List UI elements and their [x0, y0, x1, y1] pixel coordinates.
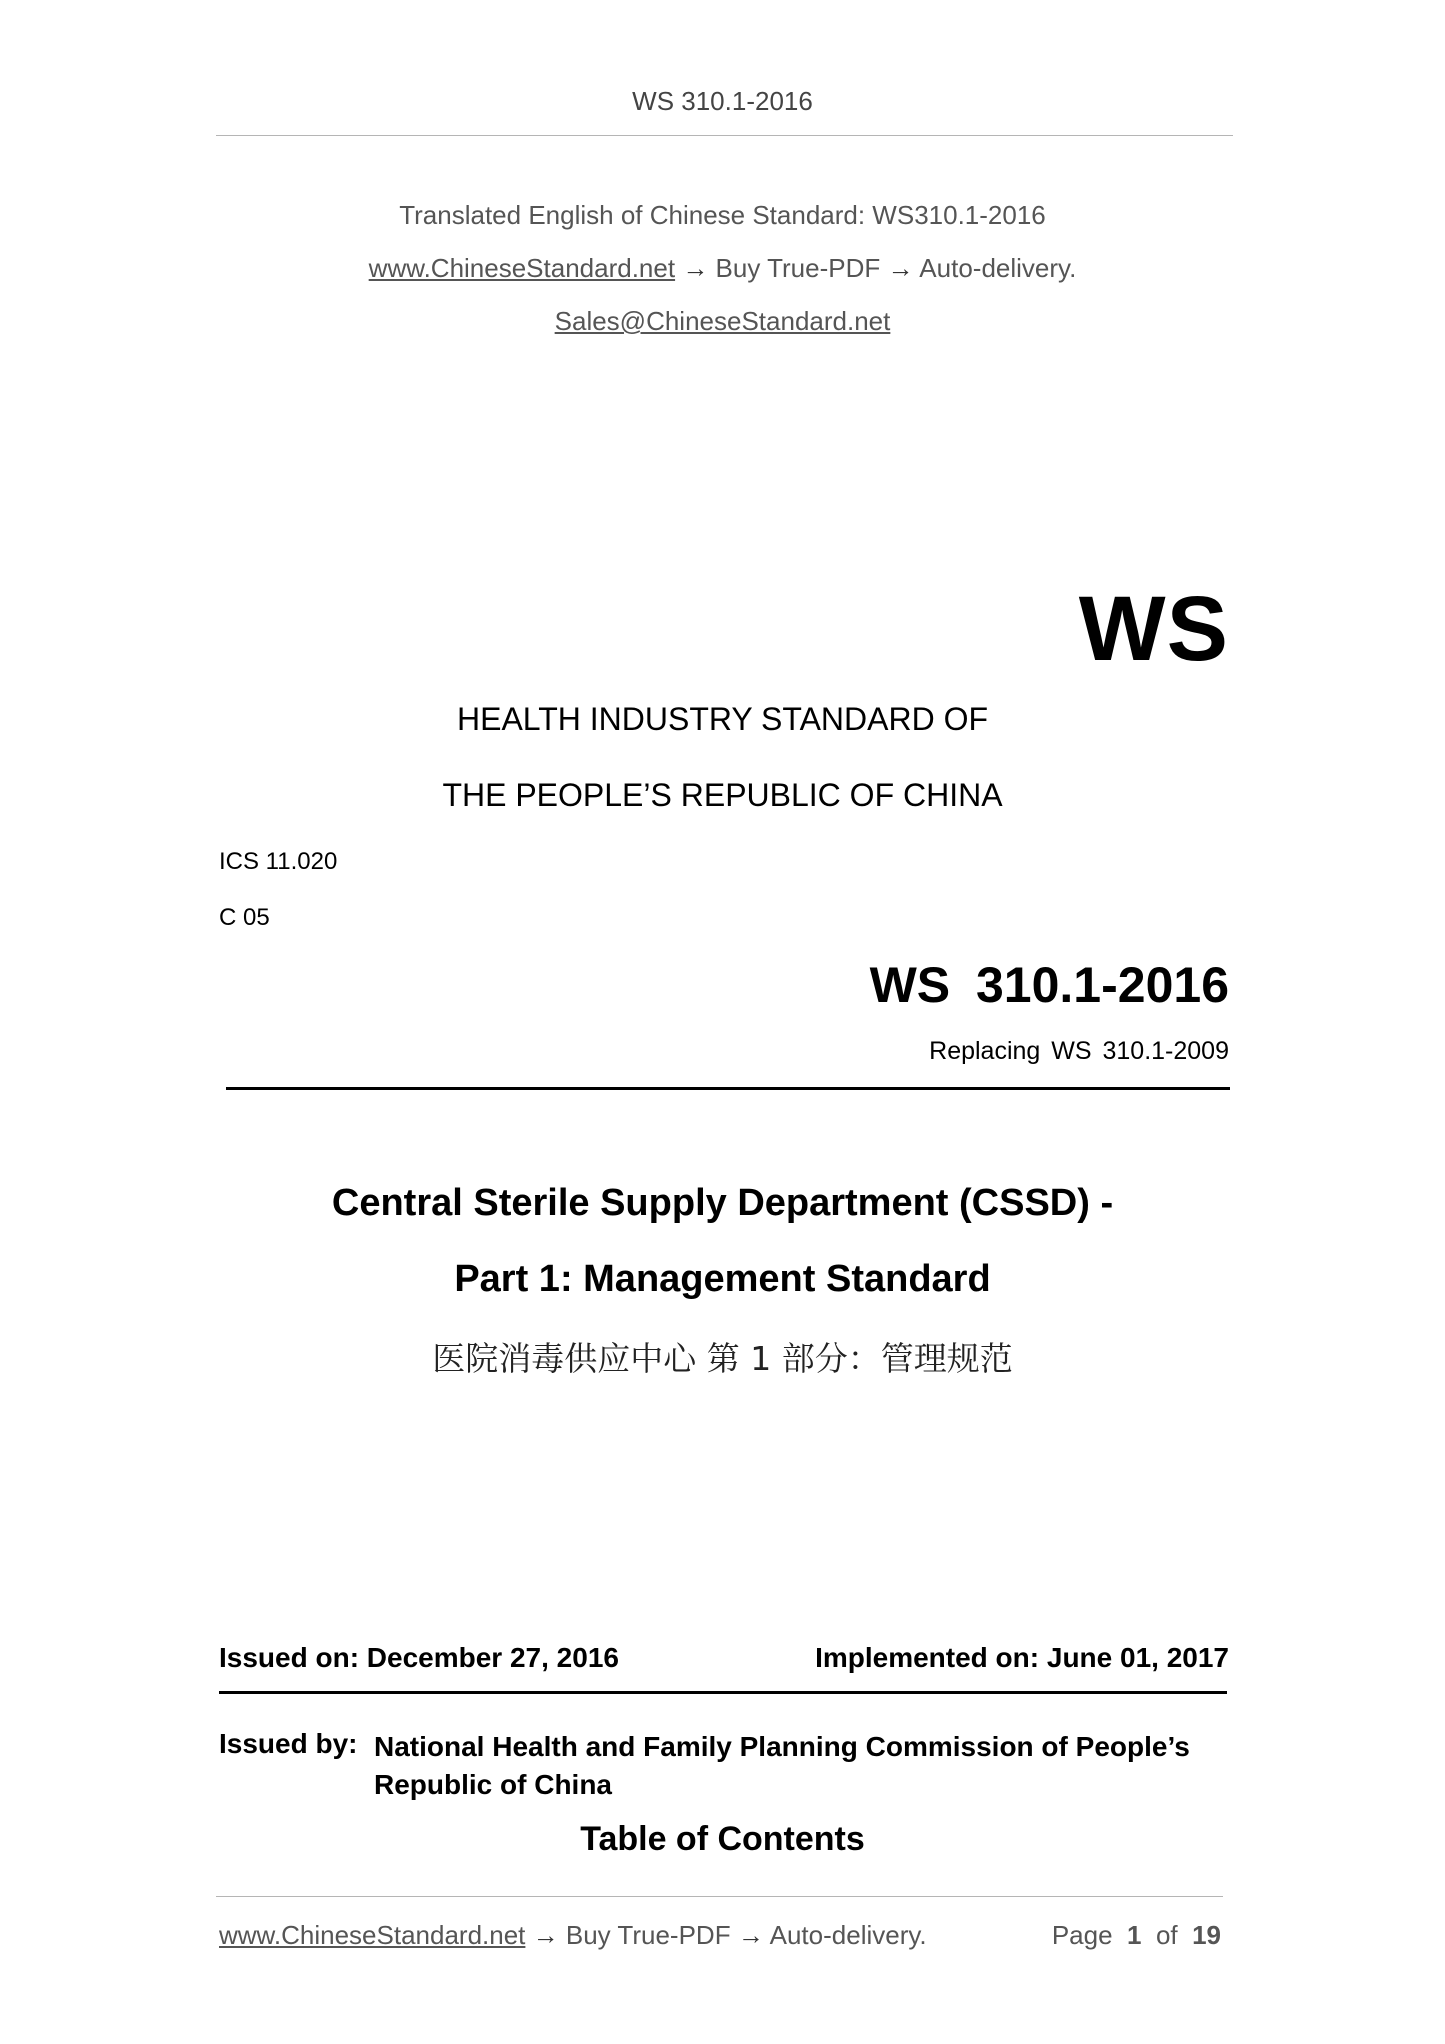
standard-type-line-2: THE PEOPLE’S REPUBLIC OF CHINA: [442, 777, 1003, 813]
email-link[interactable]: Sales@ChineseStandard.net: [554, 306, 891, 336]
arrow-right-icon: →: [532, 1920, 559, 1950]
footer-site-link[interactable]: www.ChineseStandard.net: [219, 1920, 526, 1950]
footer-buy-label: Buy True-PDF: [565, 1920, 731, 1950]
standard-number: WS 310.1-2016: [869, 957, 1229, 1013]
document-title-line-1: Central Sterile Supply Department (CSSD) -: [331, 1182, 1114, 1224]
table-of-contents-heading: Table of Contents: [580, 1820, 865, 1858]
cover-divider-bottom: [219, 1691, 1227, 1694]
ics-code: ICS 11.020: [219, 848, 338, 875]
arrow-right-icon: →: [682, 253, 709, 283]
footer-promo: [219, 1920, 927, 1951]
document-title-line-2: Part 1: Management Standard: [454, 1258, 991, 1300]
buy-true-pdf-label: Buy True-PDF: [715, 253, 881, 283]
promo-translation-note: Translated English of Chinese Standard: WS310.1-2016: [399, 200, 1046, 230]
of-label: of: [1155, 1920, 1178, 1950]
auto-delivery-label: Auto-delivery.: [919, 253, 1077, 283]
header-divider: [216, 135, 1233, 136]
running-header: WS 310.1-2016: [632, 86, 813, 116]
page-label: Page: [1051, 1920, 1113, 1950]
promo-buy-line: [0, 253, 1445, 284]
ws-standard-mark: WS: [1078, 578, 1229, 680]
implemented-on-date: Implemented on: June 01, 2017: [815, 1642, 1229, 1673]
arrow-right-icon: →: [887, 253, 914, 283]
promo-email-line: [0, 306, 1445, 337]
document-title-chinese: 医院消毒供应中心 第 1 部分：管理规范: [432, 1339, 1013, 1378]
page-number: 1: [1127, 1920, 1142, 1950]
cover-divider-top: [226, 1087, 1230, 1090]
replacing-note: Replacing WS 310.1-2009: [929, 1037, 1229, 1065]
arrow-right-icon: →: [737, 1920, 764, 1950]
page-indicator: [1052, 1920, 1221, 1951]
issued-on-date: Issued on: December 27, 2016: [219, 1642, 619, 1673]
site-link[interactable]: www.ChineseStandard.net: [368, 253, 676, 283]
footer-auto-label: Auto-delivery.: [769, 1920, 927, 1950]
standard-type-line-1: HEALTH INDUSTRY STANDARD OF: [456, 701, 989, 737]
footer-divider: [216, 1896, 1223, 1897]
issued-by-value: National Health and Family Planning Commission of People’s Republic of China: [374, 1731, 1190, 1800]
page-total: 19: [1192, 1920, 1221, 1950]
issued-by-label: Issued by:: [219, 1728, 358, 1759]
ccs-code: C 05: [219, 904, 270, 931]
